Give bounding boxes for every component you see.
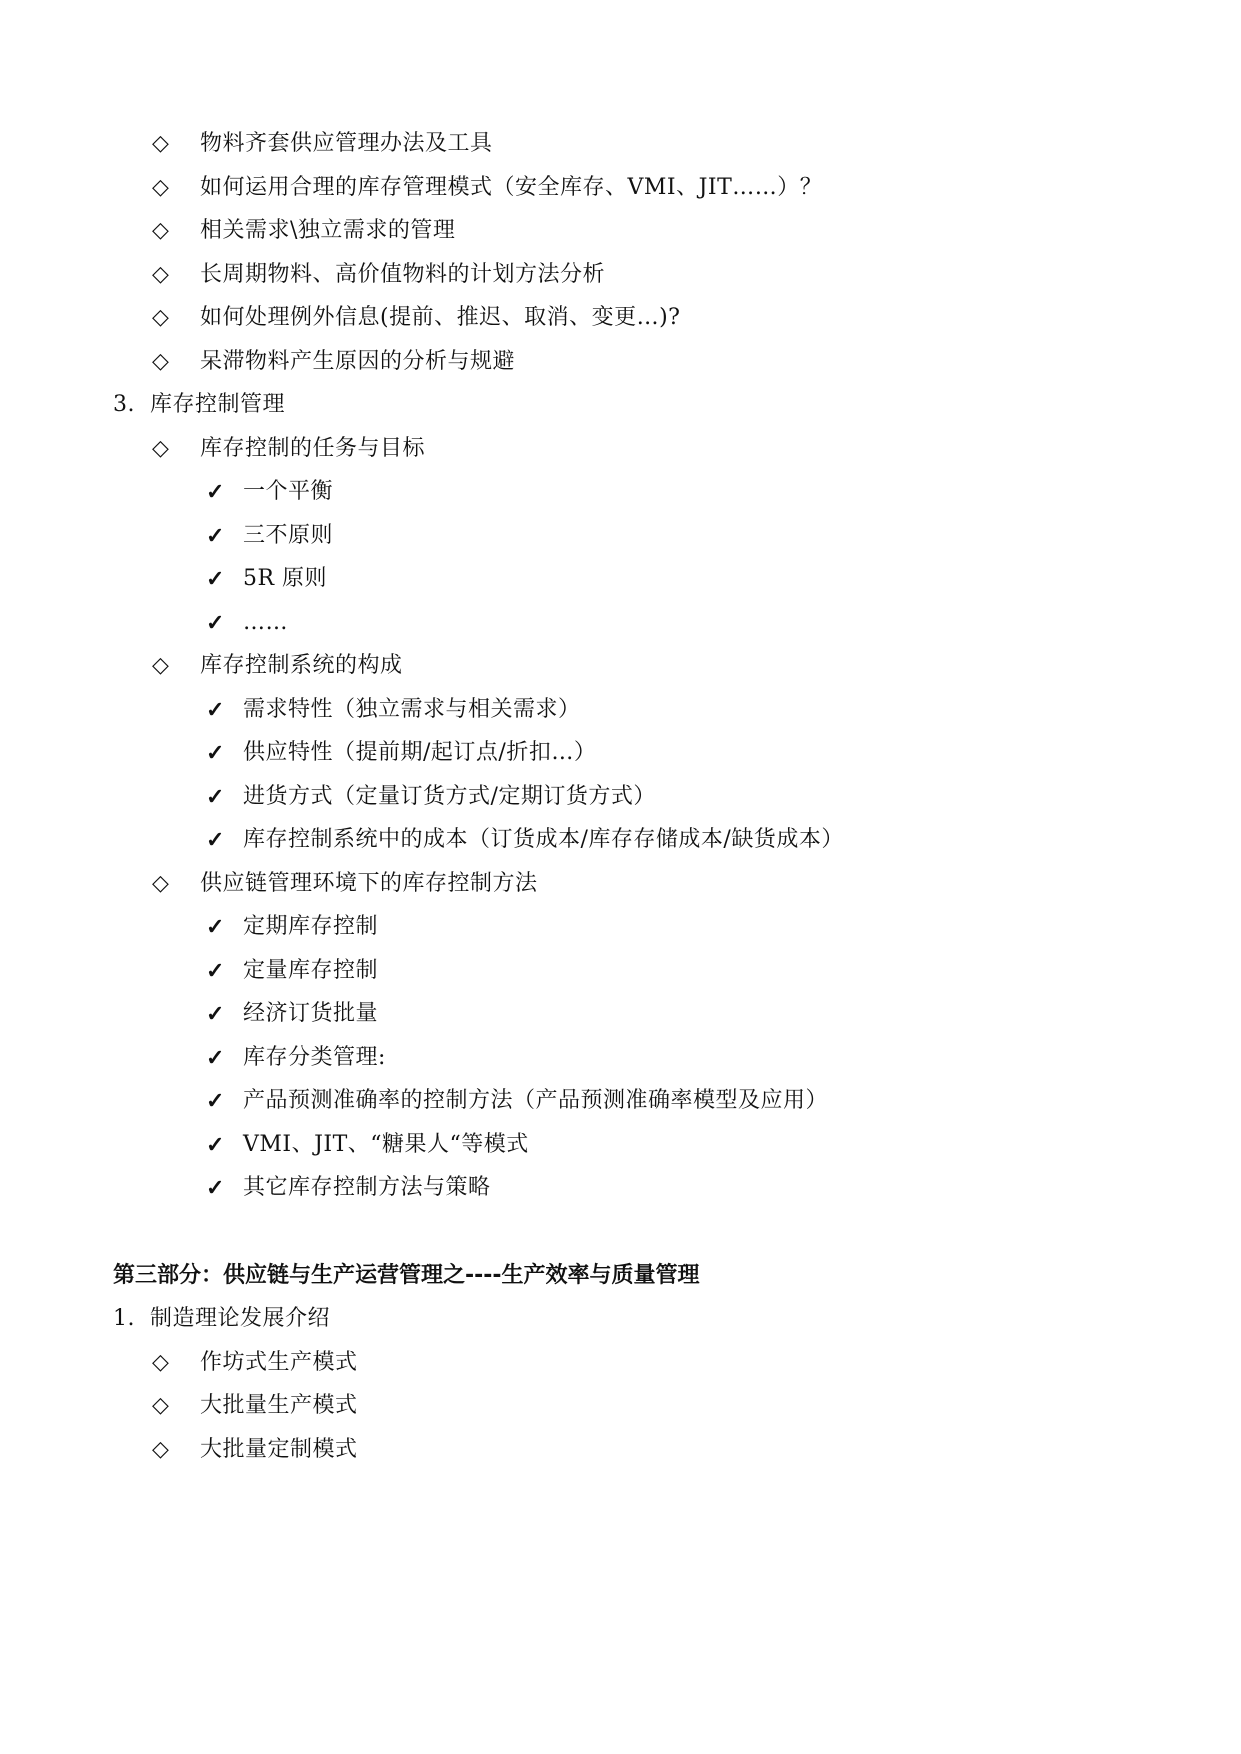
check-icon: ✓ <box>206 784 225 810</box>
check-item <box>0 472 1241 512</box>
item-text: VMI、JIT、“糖果人“等模式 <box>243 1132 529 1157</box>
check-icon: ✓ <box>206 523 225 549</box>
diamond-icon: ◇ <box>152 349 170 374</box>
diamond-icon: ◇ <box>152 1350 170 1375</box>
diamond-icon: ◇ <box>152 175 170 200</box>
check-icon: ✓ <box>206 479 225 505</box>
check-icon: ✓ <box>206 566 225 592</box>
check-item <box>0 690 1241 730</box>
item-text: 库存控制系统中的成本（订货成本/库存存储成本/缺货成本） <box>243 827 844 852</box>
item-text: 定期库存控制 <box>243 914 379 939</box>
check-item <box>0 559 1241 599</box>
check-item <box>0 1168 1241 1208</box>
item-text: 如何运用合理的库存管理模式（安全库存、VMI、JIT……）？ <box>200 175 823 200</box>
item-text: 供应特性（提前期/起订点/折扣…） <box>243 740 597 765</box>
check-item <box>0 1081 1241 1121</box>
diamond-icon: ◇ <box>152 1393 170 1418</box>
item-number: 3. <box>113 392 135 417</box>
diamond-item <box>0 1343 1241 1383</box>
item-text: …… <box>243 610 288 635</box>
check-icon: ✓ <box>206 914 225 940</box>
check-icon: ✓ <box>206 827 225 853</box>
diamond-icon: ◇ <box>152 1437 170 1462</box>
check-icon: ✓ <box>206 1001 225 1027</box>
check-icon: ✓ <box>206 610 225 636</box>
check-icon: ✓ <box>206 1175 225 1201</box>
diamond-icon: ◇ <box>152 653 170 678</box>
numbered-item <box>0 1299 1241 1339</box>
item-text: 5R 原则 <box>243 566 328 591</box>
diamond-item <box>0 864 1241 904</box>
item-text: 库存控制系统的构成 <box>200 653 403 678</box>
diamond-icon: ◇ <box>152 218 170 243</box>
item-text: 长周期物料、高价值物料的计划方法分析 <box>200 262 606 287</box>
item-text: 其它库存控制方法与策略 <box>243 1175 491 1200</box>
diamond-icon: ◇ <box>152 305 170 330</box>
item-text: 呆滞物料产生原因的分析与规避 <box>200 349 516 374</box>
diamond-item <box>0 124 1241 164</box>
item-text: 作坊式生产模式 <box>200 1350 358 1375</box>
check-item <box>0 603 1241 643</box>
item-text: 如何处理例外信息(提前、推迟、取消、变更…)? <box>200 305 681 330</box>
check-item <box>0 516 1241 556</box>
check-item <box>0 994 1241 1034</box>
item-text: 定量库存控制 <box>243 958 379 983</box>
diamond-item <box>0 646 1241 686</box>
diamond-icon: ◇ <box>152 262 170 287</box>
item-text: 库存控制的任务与目标 <box>200 436 426 461</box>
check-icon: ✓ <box>206 697 225 723</box>
check-item <box>0 951 1241 991</box>
check-icon: ✓ <box>206 1132 225 1158</box>
check-icon: ✓ <box>206 1045 225 1071</box>
check-item <box>0 1125 1241 1165</box>
item-text: 需求特性（独立需求与相关需求） <box>243 697 581 722</box>
item-text: 经济订货批量 <box>243 1001 379 1026</box>
item-number: 1. <box>113 1306 135 1331</box>
check-item <box>0 820 1241 860</box>
numbered-item <box>0 385 1241 425</box>
check-icon: ✓ <box>206 958 225 984</box>
diamond-item <box>0 429 1241 469</box>
section-heading: 第三部分：供应链与生产运营管理之----生产效率与质量管理 <box>113 1263 700 1288</box>
diamond-item <box>0 298 1241 338</box>
item-text: 库存控制管理 <box>150 392 286 417</box>
diamond-item <box>0 1386 1241 1426</box>
item-text: 物料齐套供应管理办法及工具 <box>200 131 493 156</box>
diamond-icon: ◇ <box>152 131 170 156</box>
diamond-item <box>0 1430 1241 1470</box>
item-text: 一个平衡 <box>243 479 334 504</box>
item-text: 制造理论发展介绍 <box>150 1306 331 1331</box>
item-text: 大批量定制模式 <box>200 1437 358 1462</box>
diamond-item <box>0 342 1241 382</box>
diamond-item <box>0 211 1241 251</box>
item-text: 库存分类管理: <box>243 1045 386 1070</box>
check-item <box>0 733 1241 773</box>
check-item <box>0 777 1241 817</box>
check-icon: ✓ <box>206 1088 225 1114</box>
check-item <box>0 907 1241 947</box>
diamond-icon: ◇ <box>152 871 170 896</box>
diamond-item <box>0 168 1241 208</box>
item-text: 相关需求\独立需求的管理 <box>200 218 456 243</box>
check-item <box>0 1038 1241 1078</box>
item-text: 大批量生产模式 <box>200 1393 358 1418</box>
diamond-item <box>0 255 1241 295</box>
item-text: 供应链管理环境下的库存控制方法 <box>200 871 538 896</box>
item-text: 产品预测准确率的控制方法（产品预测准确率模型及应用） <box>243 1088 829 1113</box>
item-text: 三不原则 <box>243 523 334 548</box>
item-text: 进货方式（定量订货方式/定期订货方式） <box>243 784 656 809</box>
check-icon: ✓ <box>206 740 225 766</box>
diamond-icon: ◇ <box>152 436 170 461</box>
